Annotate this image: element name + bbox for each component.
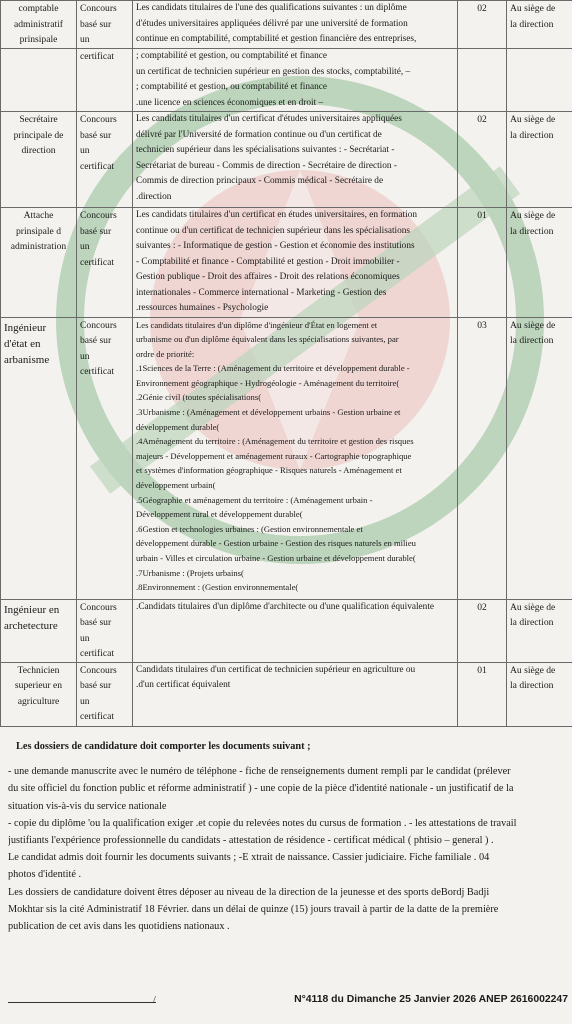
position-row [1,1,572,49]
document-line: situation vis-à-vis du service nationale [8,800,167,812]
recruitment-mode-line: un [80,350,90,362]
documents-heading: Les dossiers de candidature doit comporter les documents suivant ; [16,741,311,752]
recruitment-mode-line: certificat [80,160,115,172]
assignment-place-line: la direction [510,129,554,141]
eligibility-conditions-line: continue en comptabilité, comptabilité et gestion financière des entreprises, [136,34,417,44]
eligibility-conditions-line: .3Urbanisme : (Aménagement et développement urbains - Gestion urbaine et [136,407,401,418]
eligibility-conditions [133,49,458,112]
eligibility-conditions-line: ordre de priorité: [136,348,195,359]
document-line: justifiants l'expérience professionnelle du candidats - attestation de résidence - certificat médical ( phtisio – general ) . [8,835,494,847]
position-row [1,112,572,208]
recruitment-mode-line: certificat [80,711,115,722]
positions-count [458,49,507,112]
recruitment-mode-line: certificat [80,256,115,268]
eligibility-conditions-line: Les candidats titulaires d'un diplôme d'ingénieur d'État en logement et [136,319,378,330]
recruitment-mode-line: un [80,632,90,644]
eligibility-conditions-line: urbain - Villes et circulation urbaine - Gestion urbaine et développement durable( [136,553,416,563]
assignment-place-line: Au siège de [510,319,556,331]
eligibility-conditions-line: et systèmes d'information géographique - Risques naturels - Aménagement et [136,465,402,476]
eligibility-conditions [133,317,458,599]
assignment-place-line: la direction [510,225,554,237]
assignment-place [507,599,572,662]
assignment-place [507,112,572,208]
eligibility-conditions-line: ; comptabilité et gestion, ou comptabilité et finance [136,82,328,92]
eligibility-conditions-line: .une licence en sciences économiques et en droit – [136,97,324,108]
recruitment-mode-line: un [80,34,90,45]
recruitment-mode-line: un [80,241,90,252]
recruitment-mode-line: certificat [80,648,115,659]
post-title-line: agriculture [17,695,60,707]
eligibility-conditions-line: .d'un certificat équivalent [136,680,231,690]
recruitment-mode-line: Concours [80,114,117,125]
document-line: publication de cet avis dans les quotidiens nationaux . [8,921,230,933]
post-title-line: d'état en [4,337,41,350]
post-title [1,662,77,726]
assignment-place-line: Au siège de [510,114,556,125]
recruitment-mode [77,599,133,662]
recruitment-mode-line: certificat [80,366,115,377]
eligibility-conditions-line: d'études universitaires appliquées délivré par une université de formation [136,18,408,29]
eligibility-conditions-line: .8Environnement : (Gestion environnementale( [136,582,299,593]
eligibility-conditions [133,112,458,208]
post-title-line: prinsipale [19,34,58,45]
post-title-line: comptable [18,3,59,14]
recruitment-mode [77,662,133,726]
recruitment-mode-line: basé sur [80,617,112,628]
position-row [1,662,572,726]
post-title-line: Ingénieur [4,321,47,334]
post-title-line: superieur en [14,680,63,691]
post-title-line: direction [21,145,56,156]
eligibility-conditions-line: développement durable( [136,421,220,432]
footer-rule-tick: / [153,995,156,1006]
post-title-line: arbanisme [4,353,50,366]
recruitment-mode-line: un [80,145,90,156]
eligibility-conditions-line: délivré par l'Université de formation continue ou d'un certificat de [136,129,382,140]
document-line: photos d'identité . [8,869,82,881]
post-title [1,599,77,662]
positions-count: 02 [458,599,507,662]
eligibility-conditions-line: développement urbain( [136,480,216,491]
post-title-line: principale de [13,129,64,141]
post-title-line: prinsipale d [15,225,62,237]
eligibility-conditions-line: Développement rural et développement durable( [136,509,303,520]
assignment-place [507,662,572,726]
post-title [1,317,77,599]
eligibility-conditions-line: Environnement géographique - Hydrogéologie - Aménagement du territoire( [136,377,400,388]
eligibility-conditions [133,662,458,726]
documents-lines [8,763,568,935]
eligibility-conditions-line: .6Gestion et technologies urbaines : (Gestion environnementale et [136,523,363,534]
eligibility-conditions-line: Secrétariat de bureau - Commis de direction - Secrétaire de direction - [136,160,397,171]
document-line: Les dossiers de candidature doivent êtres déposer au niveau de la direction de la jeunesse et des sports deBordj Badji [8,886,490,898]
eligibility-conditions-line: .5Géographie et aménagement du territoire : (Aménagement urbain - [136,494,373,505]
assignment-place-line: la direction [510,617,554,628]
eligibility-conditions-line: continue ou d'un certificat de technicien supérieur dans les spécialisations [136,225,411,236]
recruitment-mode-line: Concours [80,319,117,331]
post-title [1,1,77,49]
post-title-line: Secrétaire [19,114,58,125]
document-line: Le candidat admis doit fournir les documents suivants ; -E xtrait de naissance. Cassier judiciaire. Fiche familiale . 04 [8,852,490,864]
recruitment-mode-line: basé sur [80,129,112,141]
recruitment-mode-line: basé sur [80,680,112,691]
post-title-line: Attache [23,210,54,221]
eligibility-conditions-line: Candidats titulaires d'un certificat de technicien supérieur en agriculture ou [136,664,416,675]
post-title [1,112,77,208]
positions-count: 02 [458,112,507,208]
assignment-place [507,49,572,112]
post-title-line: administration [10,241,67,252]
eligibility-conditions-line: - Comptabilité et finance - Comptabilité et gestion - Droit immobilier - [136,256,400,267]
eligibility-conditions-line: suivantes : - Informatique de gestion - Gestion et économie des institutions [136,241,415,251]
positions-table-body [1,1,572,727]
assignment-place [507,208,572,318]
recruitment-mode-line: certificat [80,51,115,62]
recruitment-mode-line: Concours [80,3,117,14]
document-line: Mokhtar sis la cité Administratif 18 Février. dans un délai de quinze (15) jours travail à partir de la datte de la première [8,903,499,915]
eligibility-conditions-line: .direction [136,191,172,202]
eligibility-conditions-line: Gestion publique - Droit des affaires - Droit des relations économiques [136,272,400,282]
eligibility-conditions-line: .1Sciences de la Terre : (Aménagement du territoire et développement durable - [136,363,410,374]
recruitment-mode-line: basé sur [80,335,112,346]
position-row [1,317,572,599]
assignment-place-line: Au siège de [510,601,556,613]
footer-rule [8,1002,156,1003]
recruitment-mode [77,112,133,208]
eligibility-conditions-line: ; comptabilité et gestion, ou comptabilité et finance [136,51,328,61]
post-title-line: Ingénieur en [4,603,60,616]
eligibility-conditions [133,1,458,49]
post-title-line: Technicien [17,664,60,676]
assignment-place-line: Au siège de [510,3,556,14]
post-title-line: archetecture [4,619,58,632]
assignment-place [507,1,572,49]
publication-footer [0,994,572,1024]
eligibility-conditions-line: Les candidats titulaires d'un certificat d'études universitaires appliquées [136,114,402,124]
positions-count: 02 [458,1,507,49]
eligibility-conditions-line: urbanisme ou d'un diplôme équivalent dans les spécialisations suivantes, par [136,334,399,345]
document-line: - une demande manuscrite avec le numéro de téléphone - fiche de renseignements dument rempli par le candidat (prélever [8,766,511,778]
eligibility-conditions [133,599,458,662]
assignment-place-line: Au siège de [510,210,556,221]
assignment-place [507,317,572,599]
assignment-place-line: la direction [510,18,554,30]
eligibility-conditions-line: Les candidats titulaires d'un certificat en études universitaires, en formation [136,210,417,220]
recruitment-mode [77,1,133,49]
eligibility-conditions-line: internationales - Commerce international - Marketing - Gestion des [136,287,387,298]
document-line: - copie du diplôme 'ou la qualification exiger .et copie du relevées notes du cursus de formation . - les attestations de travail [8,817,517,829]
eligibility-conditions-line: .ressources humaines - Psychologie [136,303,269,313]
eligibility-conditions-line: développement durable - Gestion urbaine - Gestion des risques naturels en milieu [136,538,416,549]
position-row [1,208,572,318]
eligibility-conditions-line: Les candidats titulaires de l'une des qualifications suivantes : un diplôme [136,3,407,13]
recruitment-mode-line: un [80,695,90,707]
recruitment-mode [77,49,133,112]
eligibility-conditions-line: Commis de direction principaux - Commis médical - Secrétaire de [136,176,384,186]
recruitment-mode-line: basé sur [80,18,112,30]
eligibility-conditions-line: majeurs - Développement et aménagement ruraux - Cartographie topographique [136,450,412,461]
eligibility-conditions-line: .Candidats titulaires d'un diplôme d'architecte ou d'une qualification équivalente [136,601,435,612]
eligibility-conditions-line: .2Génie civil (toutes spécialisations( [136,392,262,403]
recruitment-mode-line: Concours [80,210,117,221]
assignment-place-line: la direction [510,680,554,691]
publication-reference: N°4118 du Dimanche 25 Janvier 2026 ANEP 2616002247 [294,994,568,1005]
positions-count: 01 [458,662,507,726]
eligibility-conditions-line: .7Urbanisme : (Projets urbains( [136,567,244,578]
position-row [1,49,572,112]
recruitment-mode [77,208,133,318]
recruitment-mode [77,317,133,599]
post-title [1,49,77,112]
position-row [1,599,572,662]
post-title-line: administratif [13,18,64,30]
positions-count: 03 [458,317,507,599]
recruitment-mode-line: Concours [80,664,117,676]
eligibility-conditions-line: technicien supérieur dans les spécialisations suivantes : - Secrétariat - [136,145,395,155]
required-documents-section [8,738,568,935]
eligibility-conditions [133,208,458,318]
eligibility-conditions-line: un certificat de technicien supérieur en gestion des stocks, comptabilité, – [136,66,411,77]
positions-count: 01 [458,208,507,318]
recruitment-mode-line: basé sur [80,225,112,237]
eligibility-conditions-line: .4Aménagement du territoire : (Aménagement du territoire et gestion des risques [136,436,414,447]
post-title [1,208,77,318]
recruitment-mode-line: Concours [80,601,117,613]
assignment-place-line: la direction [510,335,554,346]
assignment-place-line: Au siège de [510,664,556,676]
document-line: du site officiel du fonction public et réforme administratif ) - une copie de la pièce d'identité nationale - un justificatif de la [8,783,514,795]
